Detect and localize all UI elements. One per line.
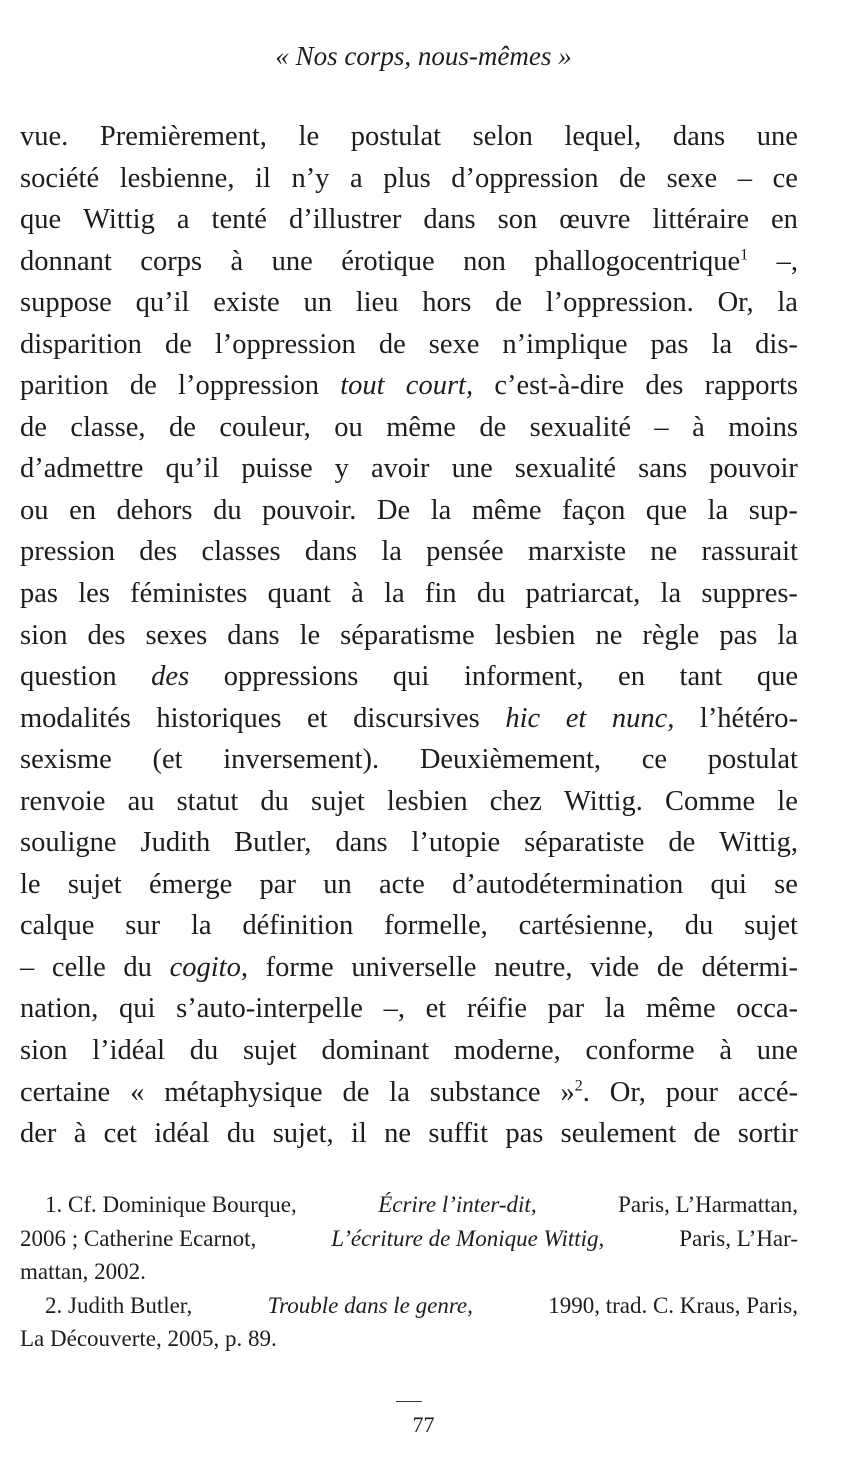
word: avoir: [370, 453, 430, 485]
word: le: [20, 868, 41, 900]
word: du: [226, 1118, 256, 1150]
word: se: [774, 868, 798, 900]
word: de: [378, 328, 406, 360]
word: de: [169, 411, 196, 443]
word: sur: [125, 910, 161, 942]
word: postulat: [350, 121, 442, 152]
word: lesbienne,: [119, 162, 235, 194]
body-text: [20, 116, 798, 1155]
word: a: [350, 162, 363, 194]
word: ce: [641, 744, 668, 776]
word: de: [164, 328, 192, 360]
word: couleur,: [219, 411, 311, 443]
word: (et: [152, 744, 183, 776]
word: dans: [672, 121, 726, 152]
word: au: [127, 785, 155, 817]
word: –: [737, 162, 753, 194]
word: ne: [384, 1118, 412, 1150]
body-line: [20, 490, 798, 532]
word: de: [479, 411, 507, 443]
word: la: [777, 619, 798, 651]
word: cartésienne,: [518, 910, 654, 942]
word: hors: [422, 287, 472, 319]
word: Premièrement,: [99, 121, 267, 152]
word: idéal: [154, 1118, 210, 1150]
word: à: [719, 1035, 733, 1067]
footnote-1: 1. Cf. Dominique Bourque, Écrire l’inter-dit, Paris, L’Harmattan,: [45, 1192, 798, 1217]
word: par: [259, 868, 296, 900]
body-line: [20, 116, 798, 158]
word: le: [777, 785, 798, 817]
body-line: certaine « métaphysique de la substance »$^2$. Or, pour accé-: [20, 1076, 798, 1108]
word: conforme: [585, 1035, 695, 1067]
word: pas: [505, 1118, 544, 1150]
word: la: [604, 993, 626, 1025]
word: du: [476, 578, 506, 610]
word: sexualité: [529, 411, 631, 443]
word: Or,: [717, 287, 754, 319]
word: émerge: [148, 868, 233, 900]
word: moins: [728, 411, 798, 443]
word: a: [176, 204, 190, 236]
footnote-ref: 1: [740, 246, 749, 264]
word: ou: [20, 494, 49, 526]
word: lesbien: [386, 785, 468, 817]
word: Wittig,: [719, 827, 798, 859]
body-line: [20, 1030, 798, 1072]
body-line: [20, 905, 798, 947]
word: occa-: [736, 993, 798, 1025]
word: suffit: [428, 1118, 489, 1150]
word: à: [351, 578, 364, 610]
word: qui: [119, 993, 156, 1025]
word: suppres-: [701, 578, 798, 610]
word: le: [298, 121, 320, 152]
footnote-1-cont: 2006 ; Catherine Ecarnot, L’écriture de Monique Wittig, Paris, L’Har-: [20, 1225, 798, 1251]
word: d’admettre: [20, 453, 144, 485]
word: l’utopie: [411, 827, 501, 859]
word: la: [777, 287, 798, 319]
word: dans: [335, 827, 388, 859]
word: que: [20, 204, 62, 236]
word: la: [381, 536, 402, 568]
word: littéraire: [652, 204, 750, 236]
footnote-2: 2. Judith Butler, Trouble dans le genre, 1990, trad. C. Kraus, Paris,: [45, 1292, 798, 1318]
body-line: [20, 531, 798, 573]
word: de: [20, 411, 47, 443]
word: même: [386, 411, 456, 443]
word: et: [425, 993, 447, 1025]
word: même: [471, 494, 542, 526]
word: qu’il: [135, 287, 190, 319]
word: cet: [103, 1118, 137, 1150]
word: calque: [20, 910, 95, 942]
word: sion: [20, 619, 68, 651]
word: sexualité: [514, 453, 617, 485]
word: qu’il: [165, 453, 220, 485]
word: marxiste: [527, 536, 627, 568]
word: pensée: [426, 536, 504, 568]
word: une: [756, 1035, 798, 1067]
body-line: [20, 573, 798, 615]
body-line: [20, 781, 798, 823]
word: séparatisme: [340, 619, 475, 651]
word: par: [547, 993, 585, 1025]
word: classes: [201, 536, 281, 568]
body-line: [20, 615, 798, 657]
word: disparition: [20, 328, 142, 360]
word: sujet: [744, 910, 798, 942]
word: sexes: [145, 619, 208, 651]
word: d’autodétermination: [452, 868, 684, 900]
word: de: [668, 827, 696, 859]
word: des: [87, 619, 126, 651]
footnotes: [20, 1188, 798, 1356]
word: de: [495, 287, 522, 319]
word: à: [692, 411, 705, 443]
word: sujet,: [272, 1118, 334, 1150]
word: De: [376, 494, 411, 526]
body-line: [20, 199, 798, 241]
word: dis-: [755, 328, 798, 360]
word: lequel,: [564, 121, 642, 152]
word: la: [660, 578, 682, 610]
word: sujet: [67, 868, 122, 900]
body-line: [20, 822, 798, 864]
word: quant: [267, 578, 331, 610]
word: la: [430, 494, 452, 526]
body-line: question des oppressions qui informent, en tant que: [20, 661, 799, 693]
word: n’y: [291, 162, 330, 194]
word: pas: [20, 578, 58, 610]
word: les: [78, 578, 110, 610]
body-line: [20, 1113, 798, 1155]
word: la: [384, 578, 405, 610]
footnote-ref: 2: [574, 1077, 583, 1095]
word: sortir: [737, 1118, 798, 1150]
word: qui: [710, 868, 747, 900]
word: pouvoir: [709, 453, 798, 485]
word: lieu: [355, 287, 399, 319]
word: s’auto-interpelle: [176, 993, 363, 1025]
word: –: [654, 411, 669, 443]
word: le: [299, 619, 321, 651]
word: tenté: [211, 204, 267, 236]
word: sujet: [242, 1035, 297, 1067]
word: à: [73, 1118, 87, 1150]
word: Butler,: [234, 827, 312, 859]
word: dehors: [116, 494, 193, 526]
word: en: [69, 494, 96, 526]
word: du: [684, 910, 714, 942]
word: acte: [378, 868, 425, 900]
word: suppose: [20, 287, 112, 319]
word: façon: [562, 494, 626, 526]
word: statut: [176, 785, 239, 817]
body-line: donnant corps à une érotique non phallogocentrique$^1$ –,: [20, 245, 798, 277]
body-line: [20, 864, 798, 906]
word: dans: [304, 536, 358, 568]
word: d’oppression: [451, 162, 599, 194]
word: ou: [334, 411, 363, 443]
body-line: modalités historiques et discursives hic et nunc, l’hétéro-: [20, 702, 799, 734]
word: dans: [423, 204, 476, 236]
word: ce: [772, 162, 798, 194]
folio-rule: [396, 1401, 422, 1402]
word: d’illustrer: [288, 204, 402, 236]
word: rassurait: [701, 536, 798, 568]
word: Wittig: [83, 204, 155, 236]
word: une: [756, 121, 798, 152]
word: nation,: [20, 993, 99, 1025]
footnote-1-end: mattan, 2002.: [20, 1259, 146, 1284]
word: lesbien: [494, 619, 576, 651]
word: un: [323, 868, 352, 900]
word: pression: [20, 536, 115, 568]
word: féministes: [130, 578, 248, 610]
word: puisse: [241, 453, 313, 485]
word: de: [619, 162, 646, 194]
word: fin: [424, 578, 457, 610]
word: sup-: [748, 494, 798, 526]
word: sexisme: [20, 744, 112, 776]
word: seulement: [560, 1118, 677, 1150]
running-head: « Nos corps, nous-mêmes »: [275, 41, 572, 71]
word: inversement).: [223, 744, 380, 776]
word: en: [771, 204, 798, 236]
word: n’implique: [502, 328, 628, 360]
word: séparatiste: [524, 827, 645, 859]
word: du: [213, 494, 242, 526]
body-line: [20, 158, 798, 200]
word: réifie: [466, 993, 527, 1025]
word: sexe: [428, 328, 480, 360]
word: définition: [242, 910, 354, 942]
word: der: [20, 1118, 57, 1150]
word: la: [711, 328, 733, 360]
word: dans: [227, 619, 280, 651]
word: des: [139, 536, 178, 568]
word: Comme: [664, 785, 756, 817]
body-line: – celle du cogito, forme universelle neutre, vide de détermi-: [20, 951, 798, 983]
word: classe,: [70, 411, 146, 443]
word: ne: [595, 619, 623, 651]
word: de: [693, 1118, 721, 1150]
word: pouvoir.: [262, 494, 357, 526]
word: souligne: [20, 827, 117, 859]
word: il: [255, 162, 271, 194]
word: un: [303, 287, 332, 319]
word: –,: [383, 993, 405, 1025]
word: œuvre: [559, 204, 631, 236]
word: l’idéal: [92, 1035, 166, 1067]
word: selon: [472, 121, 533, 152]
word: du: [260, 785, 289, 817]
body-line: parition de l’oppression tout court, c’est-à-dire des rapports: [20, 370, 798, 402]
page-number: 77: [412, 1412, 435, 1437]
word: renvoie: [20, 785, 106, 817]
word: société: [20, 162, 100, 194]
word: même: [645, 993, 716, 1025]
word: pas: [650, 328, 689, 360]
word: moderne,: [453, 1035, 561, 1067]
word: sexe: [666, 162, 718, 194]
word: postulat: [707, 744, 798, 776]
word: ne: [650, 536, 678, 568]
word: la: [190, 910, 212, 942]
word: dominant: [321, 1035, 430, 1067]
word: vue.: [20, 121, 69, 152]
word: Wittig.: [564, 785, 643, 817]
word: Judith: [140, 827, 211, 859]
word: y: [334, 453, 349, 485]
word: il: [350, 1118, 367, 1150]
body-line: [20, 324, 798, 366]
word: existe: [213, 287, 280, 319]
word: patriarcat,: [525, 578, 641, 610]
word: la: [707, 494, 729, 526]
word: l’oppression.: [545, 287, 694, 319]
body-line: [20, 739, 798, 781]
footnote-2-end: La Découverte, 2005, p. 89.: [20, 1326, 277, 1351]
word: formelle,: [384, 910, 488, 942]
word: que: [645, 494, 688, 526]
word: chez: [489, 785, 542, 817]
word: sans: [638, 453, 688, 485]
body-line: [20, 282, 798, 324]
body-line: [20, 988, 798, 1030]
word: plus: [383, 162, 431, 194]
word: pas: [719, 619, 758, 651]
word: sion: [20, 1035, 68, 1067]
body-line: [20, 448, 798, 490]
word: Deuxièmement,: [419, 744, 602, 776]
word: du: [189, 1035, 219, 1067]
word: l’oppression: [214, 328, 356, 360]
word: son: [497, 204, 538, 236]
word: règle: [642, 619, 700, 651]
word: sujet: [311, 785, 365, 817]
word: une: [451, 453, 493, 485]
body-line: [20, 407, 798, 449]
